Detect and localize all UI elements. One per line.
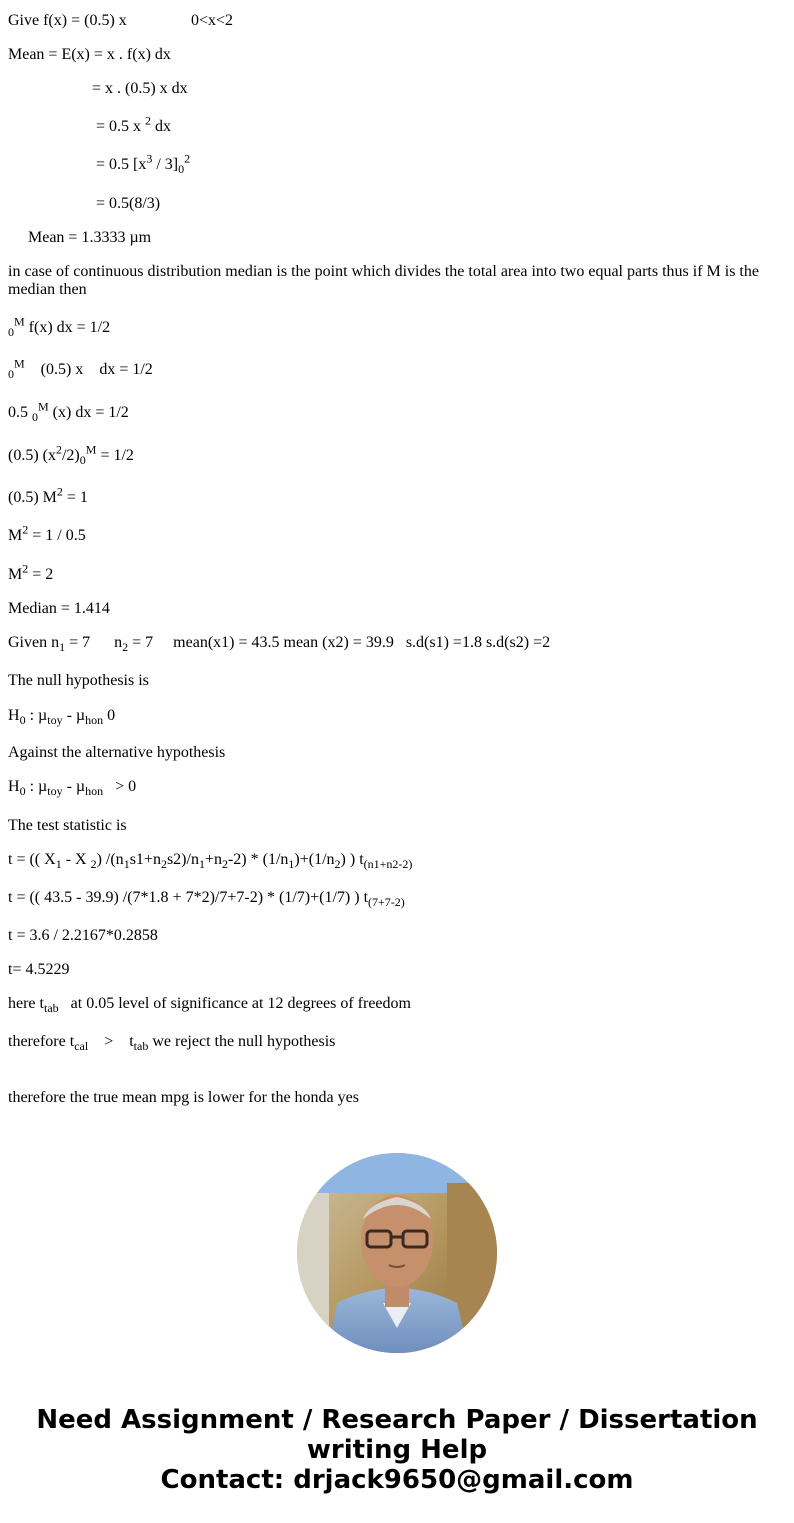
mean-step-1: = x . (0.5) x dx (92, 80, 188, 97)
banner-line-1: Need Assignment / Research Paper / Dissertation (36, 1405, 758, 1435)
median-explanation: in case of continuous distribution median is the point which divides the total area into two equal parts thus if M is the median then (8, 263, 759, 298)
mean-step-2: = 0.5 x $^2$ dx (96, 113, 172, 135)
author-avatar (297, 1153, 497, 1353)
mean-step-3: = 0.5 $[x^3 / 3]_0^2$ (96, 151, 191, 177)
author-photo-illustration (297, 1153, 497, 1353)
banner-line-2: writing Help (306, 1435, 488, 1465)
median-step-3: 0.5 $_0^M$ (x) dx = 1/2 (8, 399, 129, 425)
median-step-2: $_0^M$ (0.5) x dx = 1/2 (8, 356, 153, 382)
banner-contact-email: Contact: drjack9650@gmail.com (160, 1465, 634, 1495)
mean-step-4: = 0.5(8/3) (96, 195, 161, 212)
mean-result: Mean = 1.3333 µm (28, 229, 152, 246)
median-step-7: $M^2 = 2$ (8, 561, 54, 583)
given-function-domain: 0<x<2 (191, 12, 234, 29)
alternative-hypothesis-heading: Against the alternative hypothesis (8, 744, 226, 761)
mean-definition-line: Mean = E(x) = x . f(x) dx (8, 46, 171, 63)
test-statistic-step: t = 3.6 / 2.2167*0.2858 (8, 927, 158, 944)
null-hypothesis-heading: The null hypothesis is (8, 672, 149, 689)
test-statistic-heading: The test statistic is (8, 817, 127, 834)
test-statistic-substitution: t = (( 43.5 - 39.9) /(7*1.8 + 7*2)/7+7-2) * (1/7)+(1/7) ) $t_{(7+7-2)}$ (8, 889, 405, 910)
decision-line: therefore $t_{cal}$ > $t_{tab}$ we reject the null hypothesis (8, 1033, 336, 1054)
given-function-line: Give f(x) = (0.5) x (8, 12, 127, 29)
median-step-6: $M^2 = 1 / 0.5$ (8, 522, 86, 544)
contact-banner (0, 1405, 794, 1495)
median-step-4: (0.5) $(x^2/2)_0^M = 1/2$ (8, 442, 134, 468)
alternative-hypothesis: $H_0$ : µ$_{toy}$ - µ$_{hon}$ > 0 (8, 778, 137, 799)
null-hypothesis: $H_0$ : µ$_{toy}$ - µ$_{hon}$ 0 (8, 707, 116, 728)
conclusion-line: therefore the true mean mpg is lower for the honda yes (8, 1089, 359, 1106)
test-statistic-result: t= 4.5229 (8, 961, 70, 978)
table-value-line: here $t_{tab}$ at 0.05 level of significance at 12 degrees of freedom (8, 995, 411, 1016)
test-statistic-formula: t = (( $X_1$ - X $_2$) $/(n_1s1+n_2s2)/n_1+n_2-2) * (1/n_1)+(1/n_2)$ ) $t_{(n1+n2-2)}$ (8, 851, 413, 872)
median-step-1: $_0^M$ f(x) dx = 1/2 (8, 314, 111, 340)
given-values-line: Given $n_1 = 7$ $n_2 = 7$ mean(x1) = 43.5 mean (x2) = 39.9 s.d(s1) =1.8 s.d(s2) =2 (8, 634, 551, 655)
median-result: Median = 1.414 (8, 600, 110, 617)
median-step-5: (0.5) $M^2 = 1$ (8, 484, 88, 506)
